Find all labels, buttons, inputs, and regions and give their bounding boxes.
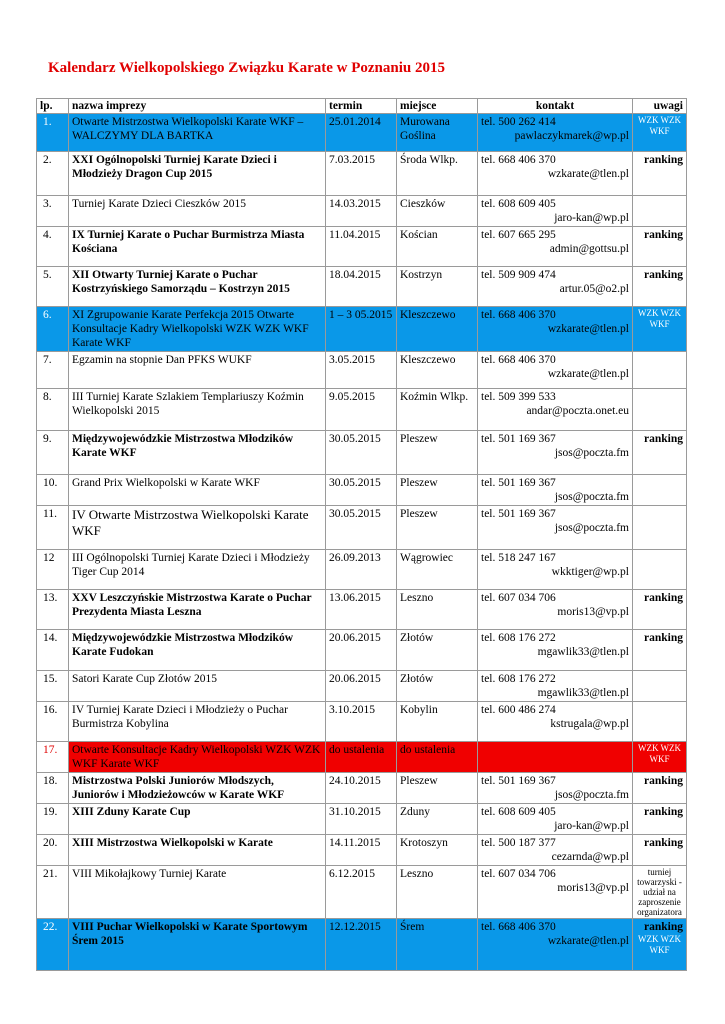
contact-email[interactable]: artur.05@o2.pl	[559, 283, 629, 295]
row-name: III Ogólnopolski Turniej Karate Dzieci i Młodzieży Tiger Cup 2014	[69, 550, 326, 590]
contact-email[interactable]: kstrugala@wp.pl	[550, 718, 629, 730]
row-lp: 6.	[37, 307, 69, 352]
row-lp: 14.	[37, 630, 69, 671]
table-row	[37, 389, 687, 431]
contact-email[interactable]: admin@gottsu.pl	[549, 243, 629, 255]
table-row	[37, 630, 687, 671]
row-miejsce: Pleszew	[397, 431, 478, 475]
row-name: XXV Leszczyńskie Mistrzostwa Karate o Puchar Prezydenta Miasta Leszna	[69, 590, 326, 630]
row-uwagi	[633, 702, 687, 742]
row-name: VIII Mikołajkowy Turniej Karate	[69, 866, 326, 919]
contact-email[interactable]: jaro-kan@wp.pl	[554, 212, 629, 224]
row-kontakt	[478, 196, 633, 227]
row-name: XI Zgrupowanie Karate Perfekcja 2015 Otwarte Konsultacje Kadry Wielkopolski WZK WZK WKF Karate WKF	[69, 307, 326, 352]
row-miejsce: Koźmin Wlkp.	[397, 389, 478, 431]
row-lp: 20.	[37, 835, 69, 866]
row-kontakt	[478, 919, 633, 971]
ranking-label: ranking	[644, 775, 683, 787]
row-kontakt	[478, 773, 633, 804]
table-row	[37, 742, 687, 773]
contact-phone: tel. 607 034 706	[481, 592, 556, 604]
row-uwagi	[633, 835, 687, 866]
table-row	[37, 431, 687, 475]
row-miejsce: do ustalenia	[397, 742, 478, 773]
row-name: III Turniej Karate Szlakiem Templariuszy Koźmin Wielkopolski 2015	[69, 389, 326, 431]
row-termin: 18.04.2015	[326, 267, 397, 307]
row-miejsce: Leszno	[397, 866, 478, 919]
row-termin: 14.03.2015	[326, 196, 397, 227]
row-kontakt	[478, 671, 633, 702]
contact-phone: tel. 608 609 405	[481, 806, 556, 818]
table-row	[37, 196, 687, 227]
row-lp: 1.	[37, 114, 69, 152]
contact-email[interactable]: wzkarate@tlen.pl	[547, 935, 629, 947]
table-row	[37, 550, 687, 590]
row-name: Międzywojewódzkie Mistrzostwa Młodzików Karate WKF	[69, 431, 326, 475]
contact-phone: tel. 668 406 370	[481, 309, 556, 321]
row-uwagi	[633, 196, 687, 227]
row-uwagi	[633, 550, 687, 590]
table-row	[37, 919, 687, 971]
row-termin: 30.05.2015	[326, 431, 397, 475]
row-uwagi	[633, 352, 687, 389]
row-name: IV Otwarte Mistrzostwa Wielkopolski Karate WKF	[69, 506, 326, 550]
row-uwagi	[633, 590, 687, 630]
row-name: IV Turniej Karate Dzieci i Młodzieży o Puchar Burmistrza Kobylina	[69, 702, 326, 742]
row-miejsce: Środa Wlkp.	[397, 152, 478, 196]
table-row	[37, 475, 687, 506]
row-termin: 9.05.2015	[326, 389, 397, 431]
row-kontakt	[478, 352, 633, 389]
contact-phone: tel. 500 187 377	[481, 837, 556, 849]
row-uwagi	[633, 389, 687, 431]
row-miejsce: Cieszków	[397, 196, 478, 227]
contact-phone: tel. 607 665 295	[481, 229, 556, 241]
row-uwagi	[633, 866, 687, 919]
row-miejsce: Murowana Goślina	[397, 114, 478, 152]
row-lp: 5.	[37, 267, 69, 307]
contact-phone: tel. 668 406 370	[481, 154, 556, 166]
row-miejsce: Śrem	[397, 919, 478, 971]
ranking-label: ranking	[644, 433, 683, 445]
contact-phone: tel. 501 169 367	[481, 508, 556, 520]
row-kontakt	[478, 389, 633, 431]
row-kontakt	[478, 267, 633, 307]
table-row	[37, 152, 687, 196]
row-uwagi	[633, 475, 687, 506]
row-lp: 2.	[37, 152, 69, 196]
row-uwagi	[633, 431, 687, 475]
row-lp: 15.	[37, 671, 69, 702]
row-miejsce: Złotów	[397, 671, 478, 702]
row-miejsce: Leszno	[397, 590, 478, 630]
contact-phone: tel. 608 609 405	[481, 198, 556, 210]
page-title: Kalendarz Wielkopolskiego Związku Karate w Poznaniu 2015	[48, 60, 445, 76]
table-row	[37, 267, 687, 307]
row-termin: 6.12.2015	[326, 866, 397, 919]
row-lp: 11.	[37, 506, 69, 550]
contact-phone: tel. 668 406 370	[481, 354, 556, 366]
row-kontakt	[478, 114, 633, 152]
contact-email[interactable]: moris13@vp.pl	[557, 882, 629, 894]
row-miejsce: Wągrowiec	[397, 550, 478, 590]
contact-phone: tel. 518 247 167	[481, 552, 556, 564]
table-row	[37, 866, 687, 919]
ranking-label: ranking	[644, 269, 683, 281]
header-kontakt: kontakt	[478, 99, 633, 114]
row-kontakt	[478, 550, 633, 590]
row-uwagi	[633, 742, 687, 773]
contact-phone: tel. 608 176 272	[481, 632, 556, 644]
contact-email[interactable]: pawlaczykmarek@wp.pl	[514, 130, 629, 142]
row-lp: 4.	[37, 227, 69, 267]
row-termin: 31.10.2015	[326, 804, 397, 835]
row-uwagi	[633, 114, 687, 152]
row-termin: 30.05.2015	[326, 506, 397, 550]
row-termin: 26.09.2013	[326, 550, 397, 590]
contact-phone: tel. 501 169 367	[481, 477, 556, 489]
contact-email[interactable]: andar@poczta.onet.eu	[526, 405, 629, 417]
row-miejsce: Pleszew	[397, 773, 478, 804]
table-row	[37, 227, 687, 267]
row-miejsce: Pleszew	[397, 475, 478, 506]
contact-email[interactable]: jsos@poczta.fm	[554, 789, 629, 801]
row-termin: 25.01.2014	[326, 114, 397, 152]
contact-email[interactable]: moris13@vp.pl	[557, 606, 629, 618]
wzk-label: WZK WZK WKF	[637, 308, 682, 329]
table-row	[37, 590, 687, 630]
row-uwagi	[633, 267, 687, 307]
row-uwagi	[633, 630, 687, 671]
table-row	[37, 506, 687, 550]
wzk-label: WZK WZK WKF	[637, 743, 682, 764]
header-uwagi: uwagi	[633, 99, 687, 114]
ranking-label: ranking	[644, 632, 683, 644]
table-row	[37, 773, 687, 804]
row-kontakt	[478, 506, 633, 550]
note-label: turniej towarzyski - udział na zaproszenie organizatora	[637, 867, 682, 917]
ranking-label: ranking	[644, 921, 683, 933]
contact-email[interactable]: wkktiger@wp.pl	[551, 566, 629, 578]
row-name: Grand Prix Wielkopolski w Karate WKF	[69, 475, 326, 506]
row-kontakt	[478, 590, 633, 630]
row-kontakt	[478, 835, 633, 866]
contact-phone: tel. 501 169 367	[481, 433, 556, 445]
row-name: XIII Zduny Karate Cup	[69, 804, 326, 835]
row-miejsce: Krotoszyn	[397, 835, 478, 866]
contact-email[interactable]: jaro-kan@wp.pl	[554, 820, 629, 832]
row-name: VIII Puchar Wielkopolski w Karate Sportowym Śrem 2015	[69, 919, 326, 971]
row-kontakt	[478, 630, 633, 671]
row-kontakt	[478, 475, 633, 506]
contact-phone: tel. 501 169 367	[481, 775, 556, 787]
row-kontakt	[478, 742, 633, 773]
row-termin: 20.06.2015	[326, 630, 397, 671]
table-row	[37, 352, 687, 389]
row-miejsce: Złotów	[397, 630, 478, 671]
row-lp: 21.	[37, 866, 69, 919]
wzk-label: WZK WZK WKF	[637, 115, 682, 136]
table-row	[37, 307, 687, 352]
table-header-row	[37, 99, 687, 114]
contact-email[interactable]: jsos@poczta.fm	[554, 447, 629, 459]
row-kontakt	[478, 866, 633, 919]
row-termin: 3.10.2015	[326, 702, 397, 742]
row-name: Otwarte Mistrzostwa Wielkopolski Karate WKF – WALCZYMY DLA BARTKA	[69, 114, 326, 152]
row-lp: 22.	[37, 919, 69, 971]
row-kontakt	[478, 431, 633, 475]
row-name: IX Turniej Karate o Puchar Burmistrza Miasta Kościana	[69, 227, 326, 267]
contact-email[interactable]: mgawlik33@tlen.pl	[537, 646, 629, 658]
contact-email[interactable]: jsos@poczta.fm	[554, 522, 629, 534]
row-lp: 13.	[37, 590, 69, 630]
contact-email[interactable]: wzkarate@tlen.pl	[547, 323, 629, 335]
wzk-label: WZK WZK WKF	[637, 934, 682, 955]
row-miejsce: Kostrzyn	[397, 267, 478, 307]
row-termin: 20.06.2015	[326, 671, 397, 702]
row-name: Egzamin na stopnie Dan PFKS WUKF	[69, 352, 326, 389]
row-termin: 11.04.2015	[326, 227, 397, 267]
table-row	[37, 671, 687, 702]
row-termin: 1 – 3 05.2015	[326, 307, 397, 352]
row-termin: do ustalenia	[326, 742, 397, 773]
row-name: Mistrzostwa Polski Juniorów Młodszych, Juniorów i Młodzieżowców w Karate WKF	[69, 773, 326, 804]
contact-email[interactable]: wzkarate@tlen.pl	[547, 168, 629, 180]
events-table	[36, 98, 687, 971]
header-lp: lp.	[37, 99, 69, 114]
row-kontakt	[478, 227, 633, 267]
row-termin: 14.11.2015	[326, 835, 397, 866]
ranking-label: ranking	[644, 592, 683, 604]
row-name: Turniej Karate Dzieci Cieszków 2015	[69, 196, 326, 227]
contact-phone: tel. 608 176 272	[481, 673, 556, 685]
contact-email[interactable]: wzkarate@tlen.pl	[547, 368, 629, 380]
row-uwagi	[633, 919, 687, 971]
row-uwagi	[633, 773, 687, 804]
row-lp: 16.	[37, 702, 69, 742]
table-row	[37, 835, 687, 866]
contact-phone: tel. 500 262 414	[481, 116, 556, 128]
row-kontakt	[478, 152, 633, 196]
contact-email[interactable]: cezarnda@wp.pl	[551, 851, 629, 863]
table-row	[37, 804, 687, 835]
contact-email[interactable]: jsos@poczta.fm	[554, 491, 629, 503]
row-termin: 30.05.2015	[326, 475, 397, 506]
row-name: XII Otwarty Turniej Karate o Puchar Kostrzyńskiego Samorządu – Kostrzyn 2015	[69, 267, 326, 307]
ranking-label: ranking	[644, 837, 683, 849]
row-miejsce: Zduny	[397, 804, 478, 835]
ranking-label: ranking	[644, 229, 683, 241]
row-miejsce: Kościan	[397, 227, 478, 267]
header-nazwa: nazwa imprezy	[69, 99, 326, 114]
row-kontakt	[478, 702, 633, 742]
row-lp: 8.	[37, 389, 69, 431]
row-miejsce: Pleszew	[397, 506, 478, 550]
row-lp: 10.	[37, 475, 69, 506]
table-row	[37, 702, 687, 742]
table-row	[37, 114, 687, 152]
contact-phone: tel. 509 399 533	[481, 391, 556, 403]
row-name: Satori Karate Cup Złotów 2015	[69, 671, 326, 702]
row-termin: 7.03.2015	[326, 152, 397, 196]
header-termin: termin	[326, 99, 397, 114]
row-miejsce: Kobylin	[397, 702, 478, 742]
contact-phone: tel. 668 406 370	[481, 921, 556, 933]
row-uwagi	[633, 671, 687, 702]
ranking-label: ranking	[644, 154, 683, 166]
contact-email[interactable]: mgawlik33@tlen.pl	[537, 687, 629, 699]
row-lp: 9.	[37, 431, 69, 475]
row-name: XXI Ogólnopolski Turniej Karate Dzieci i Młodzieży Dragon Cup 2015	[69, 152, 326, 196]
ranking-label: ranking	[644, 806, 683, 818]
row-miejsce: Kleszczewo	[397, 307, 478, 352]
row-miejsce: Kleszczewo	[397, 352, 478, 389]
row-uwagi	[633, 506, 687, 550]
row-uwagi	[633, 804, 687, 835]
row-termin: 24.10.2015	[326, 773, 397, 804]
row-termin: 13.06.2015	[326, 590, 397, 630]
header-miejsce: miejsce	[397, 99, 478, 114]
row-kontakt	[478, 307, 633, 352]
row-lp: 3.	[37, 196, 69, 227]
row-lp: 19.	[37, 804, 69, 835]
row-uwagi	[633, 307, 687, 352]
row-name: XIII Mistrzostwa Wielkopolski w Karate	[69, 835, 326, 866]
row-termin: 3.05.2015	[326, 352, 397, 389]
contact-phone: tel. 509 909 474	[481, 269, 556, 281]
contact-phone: tel. 600 486 274	[481, 704, 556, 716]
row-lp: 17.	[37, 742, 69, 773]
row-uwagi	[633, 152, 687, 196]
row-termin: 12.12.2015	[326, 919, 397, 971]
row-kontakt	[478, 804, 633, 835]
row-name: Międzywojewódzkie Mistrzostwa Młodzików Karate Fudokan	[69, 630, 326, 671]
row-uwagi	[633, 227, 687, 267]
contact-phone: tel. 607 034 706	[481, 868, 556, 880]
row-lp: 18.	[37, 773, 69, 804]
row-lp: 12	[37, 550, 69, 590]
row-lp: 7.	[37, 352, 69, 389]
row-name: Otwarte Konsultacje Kadry Wielkopolski WZK WZK WKF Karate WKF	[69, 742, 326, 773]
